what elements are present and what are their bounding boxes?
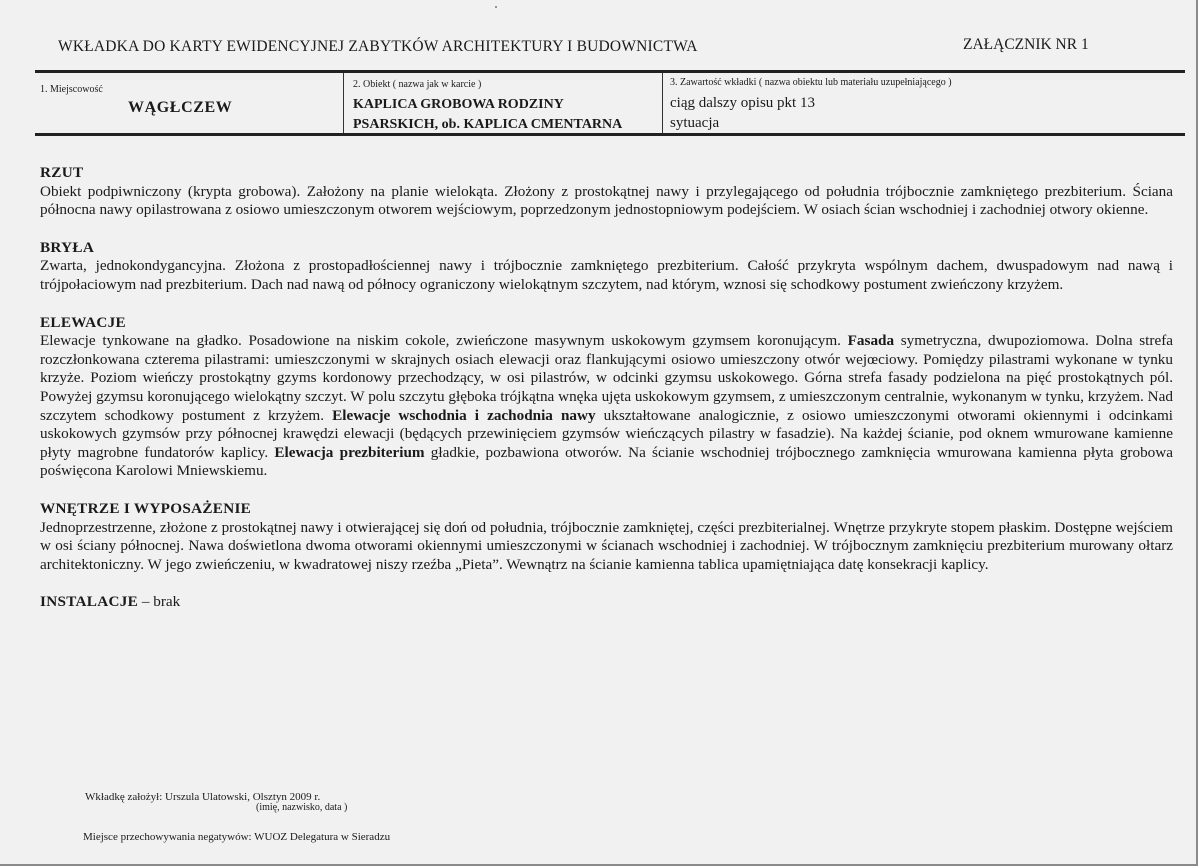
section-heading: INSTALACJE (40, 593, 139, 611)
section-heading: WNĘTRZE I WYPOSAŻENIE (40, 499, 252, 517)
section-rzut (40, 164, 1173, 220)
negatives-location: Miejsce przechowywania negatywów: WUOZ Delegatura w Sieradzu (83, 831, 391, 843)
text-run: symetryczna, dwupoziomowa. Dolna strefa rozczłonkowana czterema pilastrami: umieszczonymi w skrajnych osiach elewacji oraz flankującymi osiowo umieszczony otwór wejœciowy. Pomiędzy pilastrami wykonane w tynku krzyże. Poziom wieńczy prostokątny gzyms kordonowy przechodzący, w osi pilastrów, w odcinki gzymsu uskokowego. Górna strefa fasady podzielona na pięć prostokątnych pól. Powyżej gzymsu koronującego wielokątny szczyt. W polu szczytu głęboka trójkątna wnęka ujęta uskokowym gzymsem, z umieszczonym centralnie, wykonanym w tynku, krzyżem. Nad szczytem schodkowy postument z krzyżem. (40, 332, 1173, 424)
text-run: – brak (138, 593, 181, 611)
author-hint: (imię, nazwisko, data ) (256, 802, 348, 813)
locality-label: 1. Miejscowość (40, 84, 103, 95)
section-heading: ELEWACJE (40, 313, 126, 331)
text-run: Elewacje tynkowane na gładko. Posadowione na niskim cokole, zwieńczone masywnym uskokowym gzymsem koronującym. (40, 332, 848, 350)
section-text: Jednoprzestrzenne, złożone z prostokątnej nawy i otwierającej się doń od południa, trójbocznie zamkniętej, części prezbiterialnej. Wnętrze przykryte stopem płaskim. Dostępne wejściem w osi ściany północnej. Nawa doświetlona dwoma otworami okiennymi umieszczonymi w ścianach wschodniej i zachodniej. W trójbocznym zamknięciu prezbiterium murowany ołtarz architektoniczny. W jego zwieńczeniu, w kwadratowej niszy rzeźba „Pieta”. Wewnątrz na ścianie kamienna tablica upamiętniająca datę konsekracji kaplicy. (40, 518, 1173, 573)
content-value (670, 93, 815, 133)
locality-value: WĄGŁCZEW (128, 99, 233, 116)
description-body (40, 164, 1173, 631)
bold-term: Elewacja prezbiterium (274, 443, 425, 461)
scan-speck (495, 6, 497, 8)
text-run: ukształtowane analogicznie, z osiowo umieszczonymi otworami okiennymi i odcinkami uskokowych gzymsów przy północnej krawędzi elewacji (będących przewinięciem gzymsów wieńczących pilastry w fasadzie). Na każdej ścianie, pod oknem wmurowane kamienne płyty magrobne fundatorów kaplicy. (40, 406, 1174, 461)
object-line: PSARSKICH, ob. KAPLICA CMENTARNA (353, 117, 623, 132)
section-instalacje (40, 593, 1173, 612)
field-divider (662, 73, 663, 133)
author-line: Wkładkę założył: Urszula Ulatowski, Olsztyn 2009 r. (85, 791, 321, 803)
content-line: ciąg dalszy opisu pkt 13 (670, 95, 815, 111)
bold-term: Elewacje wschodnia i zachodnia nawy (332, 406, 596, 424)
bold-term: Fasada (847, 332, 895, 350)
text-run: gładkie, pozbawiona otworów. Na ścianie wschodniej trójbocznego zamknięcia wmurowana kamienna płyta grobowa poświęcona Karolowi Mniewskiemu. (40, 443, 1173, 480)
header-top-rule (35, 70, 1185, 73)
object-value (353, 95, 622, 135)
section-elewacje (40, 314, 1173, 481)
field-divider (343, 73, 344, 133)
annex-number: ZAŁĄCZNIK NR 1 (963, 36, 1089, 53)
section-text (40, 593, 1173, 612)
section-heading: BRYŁA (40, 238, 95, 256)
section-text: Zwarta, jednokondygancyjna. Złożona z prostopadłościennej nawy i trójbocznie zamkniętego prezbiterium. Całość przykryta wspólnym dachem, dwuspadowym nad nawą i trójpołaciowym nad prezbiterium. Dach nad nawą od północy ograniczony wielokątnym szczytem, nad którym, wznosi się schodkowy postument zwieńczony krzyżem. (40, 257, 1173, 293)
section-wnetrze (40, 500, 1173, 574)
section-heading: RZUT (40, 164, 84, 181)
section-bryla (40, 239, 1173, 295)
form-title: WKŁADKA DO KARTY EWIDENCYJNEJ ZABYTKÓW ARCHITEKTURY I BUDOWNICTWA (58, 38, 698, 55)
section-text: Obiekt podpiwniczony (krypta grobowa). Założony na planie wielokąta. Złożony z prostokątnej nawy i przylegającego od południa trójbocznie zamkniętego prezbiterium. Ściana północna nawy opilastrowana z osiowo umieszczonym otworem wejściowym, poprzedzonym jednostopniowym podejściem. W osiach ścian wschodniej i zachodniej otwory okienne. (40, 182, 1173, 219)
object-label: 2. Obiekt ( nazwa jak w karcie ) (353, 79, 482, 90)
content-line: sytuacja (670, 115, 720, 131)
content-label: 3. Zawartość wkładki ( nazwa obiektu lub materiału uzupełniającego ) (670, 77, 952, 88)
object-line: KAPLICA GROBOWA RODZINY (353, 97, 564, 112)
section-text (40, 332, 1173, 481)
